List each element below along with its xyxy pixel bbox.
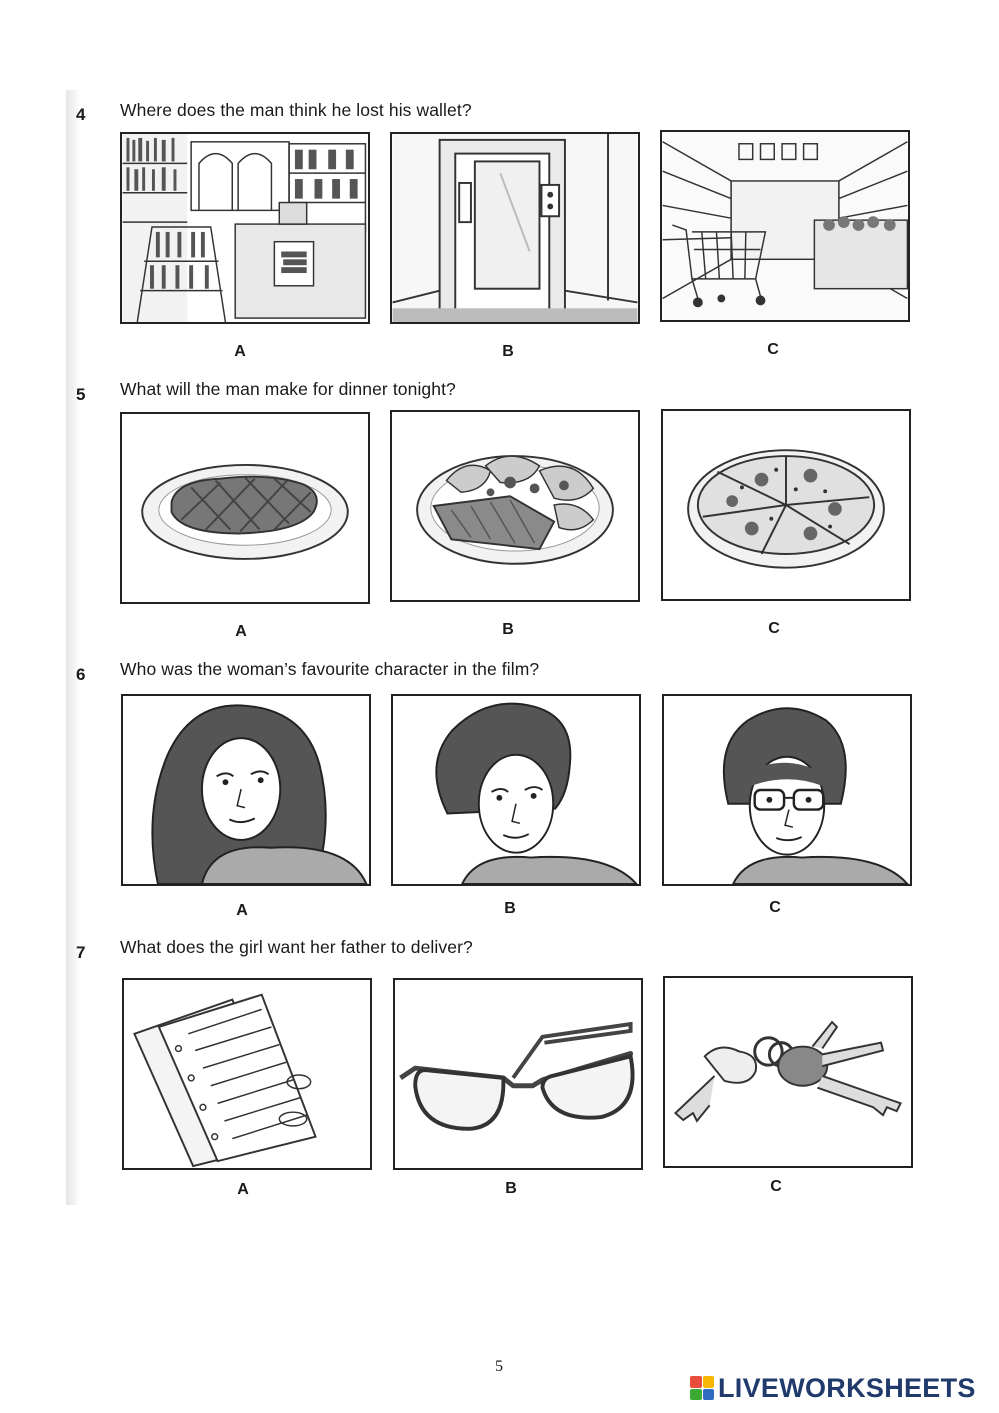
- scan-edge: [66, 90, 80, 1205]
- keys-icon: [665, 978, 911, 1166]
- option-5a-label: A: [235, 623, 247, 640]
- liveworksheets-logo-icon: [690, 1376, 714, 1400]
- question-6-number: 6: [76, 665, 86, 684]
- liveworksheets-logo[interactable]: [690, 1374, 976, 1402]
- lift-icon: [392, 134, 638, 322]
- page-number: 5: [495, 1358, 503, 1375]
- option-4a-library-picture[interactable]: [120, 132, 370, 324]
- salmon-salad-icon: [392, 412, 638, 600]
- library-icon: [122, 134, 368, 322]
- question-5-text: What will the man make for dinner tonight?: [120, 379, 456, 399]
- question-6-text: Who was the woman’s favourite character in the film?: [120, 659, 540, 679]
- option-5c-pizza-picture[interactable]: [661, 409, 911, 601]
- option-6a-label: A: [236, 902, 248, 919]
- question-7-text: What does the girl want her father to deliver?: [120, 937, 473, 957]
- question-7-number: 7: [76, 943, 86, 962]
- woman-long-curly-hair-icon: [123, 696, 369, 884]
- option-7b-glasses-picture[interactable]: [393, 978, 643, 1170]
- option-6c-label: C: [769, 899, 781, 916]
- question-4-number: 4: [76, 105, 86, 124]
- homework-papers-icon: [124, 980, 370, 1168]
- option-4b-lift-picture[interactable]: [390, 132, 640, 324]
- option-6b-label: B: [504, 900, 516, 917]
- liveworksheets-logo-text: LIVEWORKSHEETS: [718, 1372, 976, 1403]
- woman-short-curly-hair-icon: [393, 696, 639, 884]
- option-6a-long-curly-hair-picture[interactable]: [121, 694, 371, 886]
- option-7a-homework-papers-picture[interactable]: [122, 978, 372, 1170]
- glasses-icon: [395, 980, 641, 1168]
- steak-icon: [122, 414, 368, 602]
- option-5b-label: B: [502, 621, 514, 638]
- question-5-number: 5: [76, 385, 86, 404]
- option-5c-label: C: [768, 620, 780, 637]
- option-5a-steak-picture[interactable]: [120, 412, 370, 604]
- option-4c-supermarket-picture[interactable]: [660, 130, 910, 322]
- pizza-icon: [663, 411, 909, 599]
- woman-with-glasses-icon: [664, 696, 910, 884]
- option-7b-label: B: [505, 1180, 517, 1197]
- option-7c-label: C: [770, 1178, 782, 1195]
- option-4c-label: C: [767, 341, 779, 358]
- option-7c-keys-picture[interactable]: [663, 976, 913, 1168]
- option-5b-salmon-salad-picture[interactable]: [390, 410, 640, 602]
- option-6b-short-curly-hair-picture[interactable]: [391, 694, 641, 886]
- question-4-text: Where does the man think he lost his wallet?: [120, 100, 472, 120]
- option-4b-label: B: [502, 343, 514, 360]
- option-6c-woman-with-glasses-picture[interactable]: [662, 694, 912, 886]
- supermarket-icon: [662, 132, 908, 320]
- option-4a-label: A: [234, 343, 246, 360]
- option-7a-label: A: [237, 1181, 249, 1198]
